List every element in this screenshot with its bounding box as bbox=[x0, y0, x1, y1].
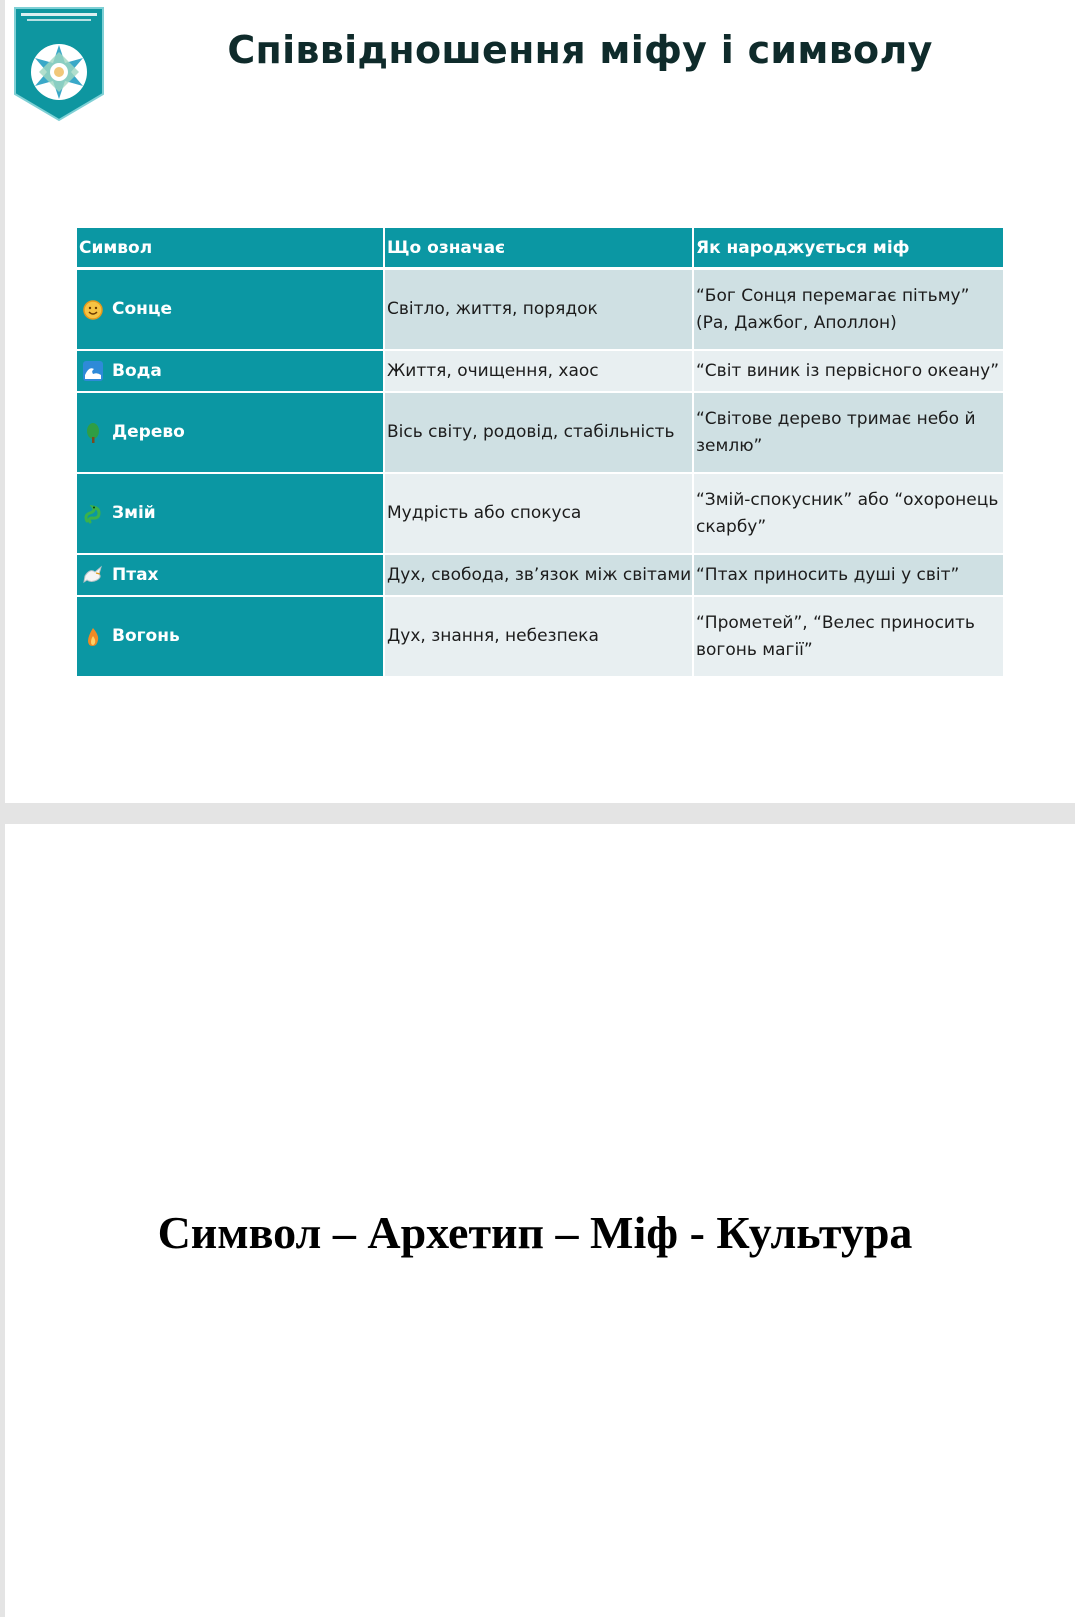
fire-icon bbox=[82, 626, 104, 648]
meaning-cell: Дух, свобода, зв’язок між світами bbox=[385, 555, 694, 597]
myth-symbol-table bbox=[77, 228, 1003, 678]
slide-1 bbox=[5, 0, 1075, 803]
table-row bbox=[77, 474, 1003, 555]
table-row bbox=[77, 393, 1003, 474]
symbol-name: Вогонь bbox=[112, 626, 180, 646]
water-wave-icon bbox=[82, 360, 104, 382]
symbol-name: Птах bbox=[112, 564, 159, 585]
myth-cell: “Світове дерево тримає небо й землю” bbox=[694, 393, 1003, 474]
symbol-cell bbox=[77, 555, 385, 597]
header-myth: Як народжується міф bbox=[694, 228, 1003, 270]
symbol-name: Вода bbox=[112, 360, 162, 381]
snake-icon bbox=[82, 503, 104, 525]
slide-title: Співвідношення міфу і символу bbox=[227, 28, 933, 72]
university-crest-icon bbox=[11, 6, 107, 124]
table-row bbox=[77, 555, 1003, 597]
table-row bbox=[77, 270, 1003, 351]
symbol-cell bbox=[77, 351, 385, 393]
symbol-cell bbox=[77, 393, 385, 474]
myth-cell: “Бог Сонця перемагає пітьму” (Ра, Дажбог, Аполлон) bbox=[694, 270, 1003, 351]
header-symbol: Символ bbox=[77, 228, 385, 270]
table-header-row bbox=[77, 228, 1003, 270]
meaning-cell: Мудрість або спокуса bbox=[385, 474, 694, 555]
myth-cell: “Змій-спокусник” або “охоронець скарбу” bbox=[694, 474, 1003, 555]
table-row bbox=[77, 351, 1003, 393]
symbol-cell bbox=[77, 597, 385, 678]
symbol-cell bbox=[77, 270, 385, 351]
dove-icon bbox=[82, 564, 104, 586]
slide-2-heading: Символ – Архетип – Міф - Культура bbox=[157, 1207, 913, 1258]
myth-cell: “Прометей”, “Велес приносить вогонь магії” bbox=[694, 597, 1003, 678]
meaning-cell: Життя, очищення, хаос bbox=[385, 351, 694, 393]
table-row bbox=[77, 597, 1003, 678]
myth-cell: “Птах приносить душі у світ” bbox=[694, 555, 1003, 597]
sun-face-icon bbox=[82, 299, 104, 321]
symbol-name: Сонце bbox=[112, 299, 173, 319]
tree-icon bbox=[82, 422, 104, 444]
symbol-name: Дерево bbox=[112, 422, 185, 442]
symbol-name: Змій bbox=[112, 503, 156, 523]
header-meaning: Що означає bbox=[385, 228, 694, 270]
symbol-cell bbox=[77, 474, 385, 555]
meaning-cell: Світло, життя, порядок bbox=[385, 270, 694, 351]
meaning-cell: Вісь світу, родовід, стабільність bbox=[385, 393, 694, 474]
myth-cell: “Світ виник із первісного океану” bbox=[694, 351, 1003, 393]
meaning-cell: Дух, знання, небезпека bbox=[385, 597, 694, 678]
